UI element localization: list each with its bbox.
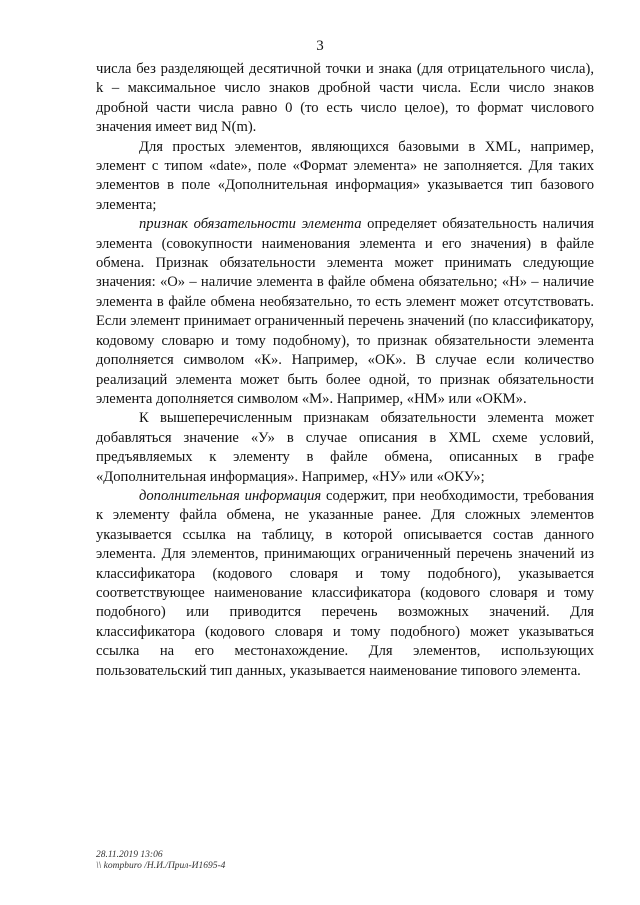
- footer-timestamp: 28.11.2019 13:06: [96, 850, 163, 860]
- paragraph-additional-info-text: содержит, при необходимости, требования к элементу файла обмена, не указанные ранее. Для сложных элементов указывается ссылка на таблицу, в которой описывается состав данного элемента. Для элементов, принимающих ограниченный перечень значений из классификатора (кодового словаря и тому подобного), указывается соответствующее наименование классификатора (кодового словаря и тому подобного) или приводится перечень возможных значений. Для классификатора (кодового словаря и тому подобного) может указываться ссылка на его местонахождение. Для элементов, использующих пользовательский тип данных, указывается наименование типового элемента.: [96, 487, 594, 679]
- paragraph-condition-flag: К вышеперечисленным признакам обязательности элемента может добавляться значение «У» в случае описания в XML схеме условий, предъявляемых к элементу в файле обмена, описанных в графе «Дополнительная информация». Например, «НУ» или «ОКУ»;: [96, 410, 594, 485]
- paragraph-mandatory-flag-text: определяет обязательность наличия элемента (совокупности наименования элемента и его значения) в файле обмена. Признак обязательности элемента может принимать следующие значения: «О» – наличие элемента в файле обмена обязательно; «Н» – наличие элемента в файле обмена необязательно, то есть элемент может отсутствовать. Если элемент принимает ограниченный перечень значений (по классификатору, кодовому словарю и тому подобному), то признак обязательности элемента дополняется символом «К». Например, «ОК». В случае если количество реализаций элемента может быть более одной, то признак обязательности элемента дополняется символом «М». Например, «НМ» или «ОКМ».: [96, 216, 594, 407]
- paragraph-additional-info: [96, 487, 594, 681]
- term-mandatory-flag: признак обязательности элемента: [139, 216, 362, 233]
- paragraph-base-elements: Для простых элементов, являющихся базовыми в XML, например, элемент с типом «date», поле «Формат элемента» не заполняется. Для таких элементов в поле «Дополнительная информация» указывается тип базового элемента;: [96, 138, 594, 213]
- paragraph-number-format: числа без разделяющей десятичной точки и знака (для отрицательного числа), k – максимальное число знаков дробной части числа. Если число знаков дробной части числа равно 0 (то есть число целое), то формат числового значения имеет вид N(m).: [96, 61, 594, 136]
- page-number: 3: [316, 38, 324, 54]
- term-additional-info: дополнительная информация: [139, 487, 322, 504]
- footer-file-path: \\ kompburo /Н.И./Прил-И1695-4: [96, 861, 226, 871]
- document-body: [96, 60, 594, 681]
- document-footer: [96, 850, 225, 872]
- paragraph-mandatory-flag: [96, 215, 594, 409]
